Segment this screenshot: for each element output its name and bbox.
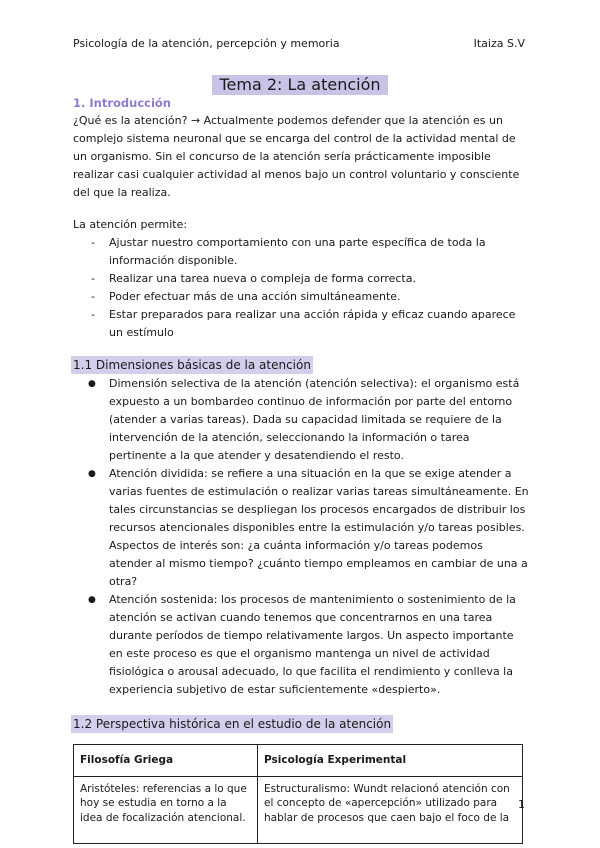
list-item: - Ajustar nuestro comportamiento con una parte específica de toda la información disponible.: [73, 234, 529, 270]
table-header-cell: Psicología Experimental: [258, 745, 523, 777]
section-heading-historia: 1.2 Perspectiva histórica en el estudio de la atención: [73, 717, 392, 731]
running-header-course: Psicología de la atención, percepción y memoria: [73, 37, 340, 50]
table-header-cell: Filosofía Griega: [74, 745, 258, 777]
list-item: - Estar preparados para realizar una acción rápida y eficaz cuando aparece un estímulo: [73, 306, 529, 342]
table-cell: Estructuralismo: Wundt relacionó atención con el concepto de «apercepción» utilizado para hablar de procesos que caen bajo el foco de la: [258, 776, 523, 843]
section-heading-dimensiones: 1.1 Dimensiones básicas de la atención: [73, 358, 311, 372]
list-item: - Realizar una tarea nueva o compleja de forma correcta.: [73, 270, 529, 288]
running-header-author: Itaiza S.V: [473, 37, 525, 50]
title-container: [0, 75, 600, 95]
intro-heading: 1. Introducción: [73, 96, 171, 110]
table-row: [74, 776, 523, 843]
list-item: ● Dimensión selectiva de la atención (atención selectiva): el organismo está expuesto a un bombardeo continuo de información por parte del entorno (atender a varias tareas). Dada su capacidad limitada se requiere de la intervención de la atención, seleccionando la información o tarea pertinente a la que atender y desatendiendo el resto.: [73, 375, 529, 465]
document-title: Tema 2: La atención: [212, 75, 387, 95]
history-table: [73, 744, 523, 844]
list-item: ● Atención dividida: se refiere a una situación en la que se exige atender a varias fuentes de estimulación o realizar varias tareas simultáneamente. En tales circunstancias se despliegan los procesos encargados de distribuir los recursos atencionales disponibles entre la estimulación y/o tareas posibles. Aspectos de interés son: ¿a cuánta información y/o tareas podemos atender al mismo tiempo? ¿cuánto tiempo empleamos en cambiar de una a otra?: [73, 465, 529, 591]
document-body: [73, 95, 529, 844]
permite-list: [73, 234, 529, 342]
page-number: 1: [518, 798, 525, 811]
spacer: [73, 342, 529, 356]
spacer: [73, 699, 529, 715]
intro-paragraph: ¿Qué es la atención? → Actualmente podemos defender que la atención es un complejo sistema neuronal que se encarga del control de la actividad mental de un organismo. Sin el concurso de la atención sería prácticamente imposible realizar casi cualquier actividad al menos bajo un control voluntario y consciente del que la realiza.: [73, 114, 520, 199]
list-item: - Poder efectuar más de una acción simultáneamente.: [73, 288, 529, 306]
list-item: ● Atención sostenida: los procesos de mantenimiento o sostenimiento de la atención se activan cuando tenemos que concentrarnos en una tarea durante períodos de tiempo relativamente largos. Un aspecto importante en este proceso es que el organismo mantenga un nivel de actividad fisiológica o arousal adecuado, lo que facilita el rendimiento y conlleva la experiencia subjetivo de estar suficientemente «despierto».: [73, 591, 529, 699]
table-cell: Aristóteles: referencias a lo que hoy se estudia en torno a la idea de focalización atencional.: [74, 776, 258, 843]
spacer: [73, 202, 529, 216]
permite-label: La atención permite:: [73, 218, 188, 231]
dimensiones-list: [73, 375, 529, 699]
table-header-row: [74, 745, 523, 777]
